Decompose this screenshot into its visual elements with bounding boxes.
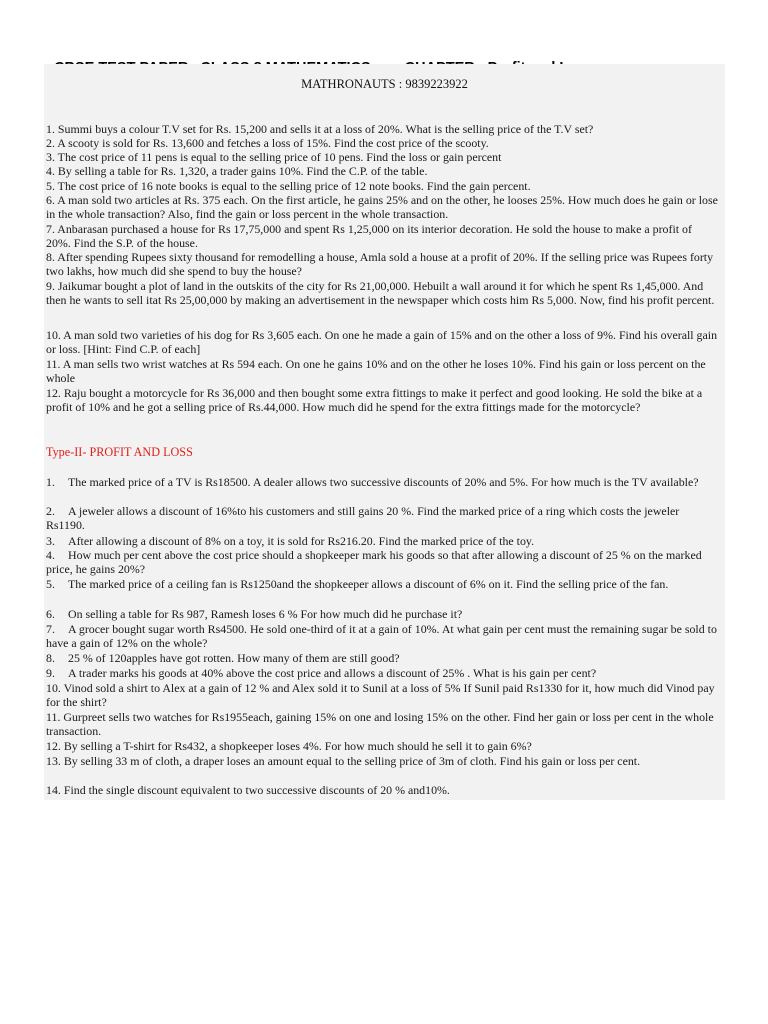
- question-1-7: 7. Anbarasan purchased a house for Rs 17,75,000 and spent Rs 1,25,000 on its interior decoration. He sold the house to make a profit of 20%. Find the S.P. of the house.: [46, 222, 692, 251]
- question-2-7-text: A grocer bought sugar worth Rs4500. He sold one-third of it at a gain of 10%. At what gain per cent must the remaining sugar be sold to have a gain of 12% on the whole?: [46, 622, 717, 651]
- question-2-1-text: The marked price of a TV is Rs18500. A dealer allows two successive discounts of 20% and 5%. For how much is the TV available?: [68, 475, 699, 489]
- question-2-6-text: On selling a table for Rs 987, Ramesh loses 6 % For how much did he purchase it?: [68, 607, 463, 621]
- question-2-2: [46, 504, 718, 532]
- question-2-7-number: 7.: [46, 622, 55, 636]
- question-1-10: 10. A man sold two varieties of his dog for Rs 3,605 each. On one he made a gain of 15% and on the other a loss of 9%. Find his overall gain or loss. [Hint: Find C.P. of each]: [46, 328, 718, 357]
- question-2-13: 13. By selling 33 m of cloth, a draper loses an amount equal to the selling price of 3m of cloth. Find his gain or loss per cent.: [46, 754, 641, 768]
- question-2-6: [46, 607, 718, 621]
- question-1-8: 8. After spending Rupees sixty thousand for remodelling a house, Amla sold a house at a profit of 20%. If the selling price was Rupees forty two lakhs, how much did she spend to buy the house?: [46, 250, 714, 279]
- question-2-10: 10. Vinod sold a shirt to Alex at a gain of 12 % and Alex sold it to Sunil at a loss of 5% If Sunil paid Rs1330 for it, how much did Vinod pay for the shirt?: [46, 681, 715, 710]
- question-2-2-number: 2.: [46, 504, 55, 518]
- question-2-9-text: A trader marks his goods at 40% above the cost price and allows a discount of 25% . What is his gain per cent?: [68, 666, 597, 680]
- question-2-4-number: 4.: [46, 548, 55, 562]
- question-2-12: 12. By selling a T-shirt for Rs432, a shopkeeper loses 4%. For how much should he sell it to gain 6%?: [46, 739, 532, 753]
- question-2-3: [46, 534, 718, 548]
- contact-line: MATHRONAUTS : 9839223922: [301, 77, 468, 91]
- question-2-3-number: 3.: [46, 534, 55, 548]
- question-2-8: [46, 651, 718, 665]
- question-1-11: 11. A man sells two wrist watches at Rs 594 each. On one he gains 10% and on the other he loses 10%. Find his gain or loss percent on the whole: [46, 357, 706, 386]
- question-2-2-text: A jeweler allows a discount of 16%to his customers and still gains 20 %. Find the marked price of a ring which costs the jeweler Rs1190.: [46, 504, 680, 533]
- question-1-6: 6. A man sold two articles at Rs. 375 each. On the first article, he gains 25% and on the other, he looses 25%. How much does he gain or lose in the whole transaction? Also, find the gain or loss percent in the whole transaction.: [46, 193, 718, 222]
- question-2-9-number: 9.: [46, 666, 55, 680]
- question-2-5-number: 5.: [46, 577, 55, 591]
- question-2-4-text: How much per cent above the cost price should a shopkeeper mark his goods so that after allowing a discount of 25 % on the marked price, he gains 20%?: [46, 548, 702, 577]
- question-1-3: 3. The cost price of 11 pens is equal to the selling price of 10 pens. Find the loss or gain percent: [46, 150, 502, 164]
- question-2-8-number: 8.: [46, 651, 55, 665]
- question-1-1: 1. Summi buys a colour T.V set for Rs. 15,200 and sells it at a loss of 20%. What is the selling price of the T.V set?: [46, 122, 594, 136]
- type-2-heading: Type-II- PROFIT AND LOSS: [46, 445, 193, 459]
- question-2-9: [46, 666, 718, 680]
- question-2-1: [46, 475, 718, 489]
- question-1-2: 2. A scooty is sold for Rs. 13,600 and fetches a loss of 15%. Find the cost price of the scooty.: [46, 136, 489, 150]
- question-2-6-number: 6.: [46, 607, 55, 621]
- question-2-4: [46, 548, 718, 576]
- question-2-5: [46, 577, 718, 591]
- question-2-7: [46, 622, 718, 650]
- question-2-1-number: 1.: [46, 475, 55, 489]
- worksheet-panel: [44, 64, 725, 800]
- question-1-5: 5. The cost price of 16 note books is equal to the selling price of 12 note books. Find the gain percent.: [46, 179, 531, 193]
- question-2-11: 11. Gurpreet sells two watches for Rs1955each, gaining 15% on one and losing 15% on the other. Find her gain or loss per cent in the whole transaction.: [46, 710, 714, 739]
- question-2-8-text: 25 % of 120apples have got rotten. How many of them are still good?: [68, 651, 400, 665]
- question-2-5-text: The marked price of a ceiling fan is Rs1250and the shopkeeper allows a discount of 6% on it. Find the selling price of the fan.: [68, 577, 669, 591]
- question-1-12: 12. Raju bought a motorcycle for Rs 36,000 and then bought some extra fittings to make it perfect and good looking. He sold the bike at a profit of 10% and he got a selling price of Rs.44,000. How much did he spend for the extra fittings made for the motorcycle?: [46, 386, 703, 415]
- question-2-3-text: After allowing a discount of 8% on a toy, it is sold for Rs216.20. Find the marked price of the toy.: [68, 534, 535, 548]
- question-2-14: 14. Find the single discount equivalent to two successive discounts of 20 % and10%.: [46, 783, 450, 797]
- question-1-9: 9. Jaikumar bought a plot of land in the outskits of the city for Rs 21,00,000. Hebuilt a wall around it for which he spent Rs 1,45,000. And then he wants to sell itat Rs 25,00,000 by making an advertisement in the newspaper which costs him Rs 5,000. Now, find his profit percent.: [46, 279, 715, 308]
- question-1-4: 4. By selling a table for Rs. 1,320, a trader gains 10%. Find the C.P. of the table.: [46, 164, 428, 178]
